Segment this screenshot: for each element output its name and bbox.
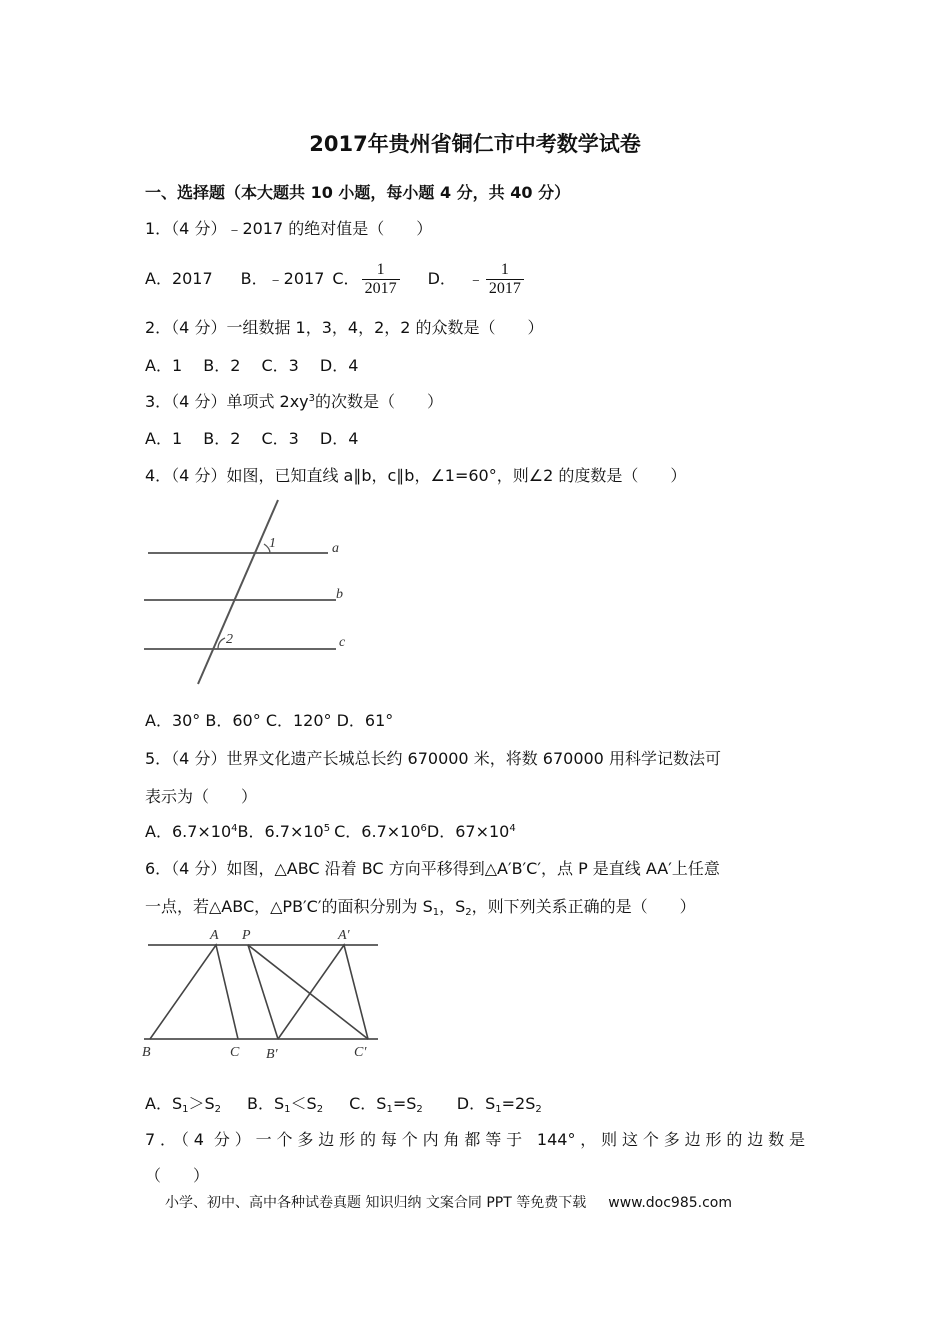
page-footer — [165, 1192, 732, 1212]
question-1-options — [145, 259, 526, 299]
fraction-c: $\frac{1}{2017}$ — [362, 261, 400, 298]
footer-url[interactable]: www.doc985.com — [608, 1195, 732, 1211]
triangle-ABC — [150, 945, 238, 1039]
option-a: A．2017 — [145, 269, 213, 288]
segment-PB2 — [248, 945, 278, 1039]
label-C-prime: C′ — [354, 1045, 367, 1060]
label-b: b — [336, 587, 343, 602]
section-heading: 一、选择题（本大题共 10 小题，每小题 4 分，共 40 分） — [145, 183, 571, 202]
question-2-options: A．1 B．2 C．3 D．4 — [145, 356, 359, 375]
minus-sign: ﹣ — [467, 269, 484, 288]
segment-PC2 — [248, 945, 368, 1039]
footer-text: 小学、初中、高中各种试卷真题 知识归纳 文案合同 PPT 等免费下载 — [165, 1195, 587, 1211]
triangle-A2B2C2 — [278, 945, 368, 1039]
parallel-lines-figure — [138, 498, 358, 688]
label-A: A — [210, 928, 219, 943]
option-b: B．﹣2017 — [240, 269, 325, 288]
question-7-line-2: （ ） — [145, 1166, 210, 1185]
question-5-options: A．$6.7\times 10^4B$．$6.7\times 10^5$ C．$6.7\times 10^6D$．$67\times 10^4$ — [145, 822, 516, 841]
question-3-options: A．1 B．2 C．3 D．4 — [145, 429, 359, 448]
fraction-d: $\frac{1}{2017}$ — [486, 261, 524, 298]
label-a: a — [332, 541, 339, 556]
question-6-line-1: 6．（4 分）如图，△ABC 沿着 BC 方向平移得到△A′B′C′，点 P 是直线 AA′上任意 — [145, 859, 720, 878]
triangle-translation-figure — [138, 925, 388, 1065]
question-4-stem: 4．（4 分）如图，已知直线 a∥b，c∥b，∠1=60°，则∠2 的度数是（ ） — [145, 466, 687, 485]
question-1-stem: 1．（4 分）﹣2017 的绝对值是（ ） — [145, 219, 433, 238]
transversal — [198, 500, 278, 684]
question-7-line-1: 7．（4 分）一个多边形的每个内角都等于 144°，则这个多边形的边数是 — [145, 1130, 805, 1149]
label-A-prime: A′ — [338, 928, 350, 943]
question-4-options: A．30° B．60° C．120° D．61° — [145, 711, 394, 730]
label-c: c — [339, 635, 346, 650]
question-3-stem: 3．（4 分）单项式 $2xy^3$的次数是（ ） — [145, 392, 444, 411]
option-d: D． — [427, 269, 456, 288]
question-6-line-2: 一点，若△ABC，△PB′C′的面积分别为 $S_1$，$S_2$，则下列关系正确的是（ ） — [145, 897, 696, 918]
angle-2-arc — [218, 638, 225, 649]
label-B: B — [142, 1045, 151, 1060]
question-5-line-1: 5．（4 分）世界文化遗产长城总长约 670000 米，将数 670000 用科学记数法可 — [145, 749, 721, 768]
label-P: P — [242, 928, 251, 943]
page-title: 2017年贵州省铜仁市中考数学试卷 — [309, 132, 641, 156]
question-6-options: A．$S_1>S_2$ B．$S_1<S_2$ C．$S_1=S_2$ D．$S_1=2S_2$ — [145, 1094, 542, 1115]
question-2-stem: 2．（4 分）一组数据 1，3，4，2，2 的众数是（ ） — [145, 318, 544, 337]
label-C: C — [230, 1045, 240, 1060]
label-angle-2: 2 — [226, 632, 233, 647]
label-angle-1: 1 — [269, 536, 276, 551]
question-5-line-2: 表示为（ ） — [145, 787, 258, 806]
option-c: C． — [332, 269, 360, 288]
label-B-prime: B′ — [266, 1047, 278, 1062]
